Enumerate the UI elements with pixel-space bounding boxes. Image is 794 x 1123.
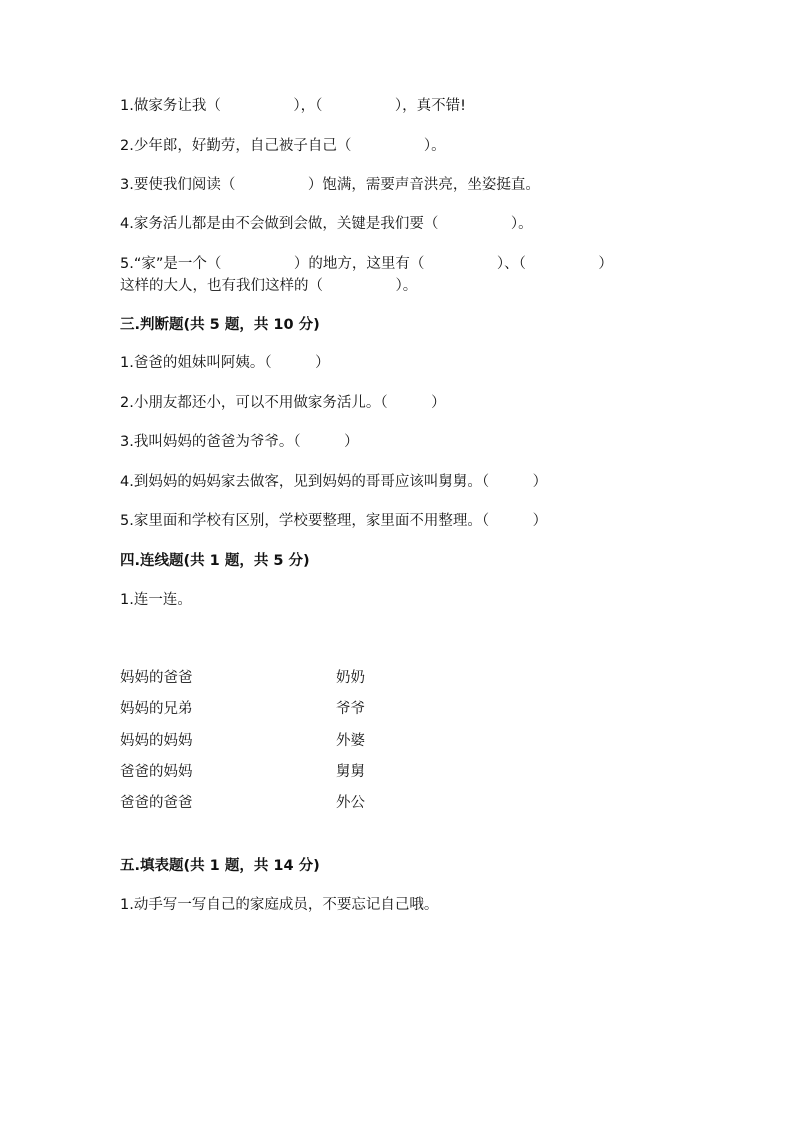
fill-blank-q3: 3.要使我们阅读（ ）饱满，需要声音洪亮，坐姿挺直。 xyxy=(120,177,540,193)
match-left-item: 妈妈的妈妈 xyxy=(120,733,193,749)
judge-q5: 5.家里面和学校有区别，学校要整理，家里面不用整理。（ ） xyxy=(120,513,548,529)
match-right-item: 奶奶 xyxy=(336,670,365,686)
fill-blank-q1: 1.做家务让我（ ），（ ），真不错! xyxy=(120,98,466,114)
match-left-item: 爸爸的爸爸 xyxy=(120,795,193,811)
fill-blank-q5-line2: 这样的大人，也有我们这样的（ ）。 xyxy=(120,278,418,294)
judge-q1: 1.爸爸的姐妹叫阿姨。（ ） xyxy=(120,355,330,371)
table-fill-heading: 五.填表题(共 1 题，共 14 分) xyxy=(120,858,320,874)
match-heading: 四.连线题(共 1 题，共 5 分) xyxy=(120,553,310,569)
match-left-item: 爸爸的妈妈 xyxy=(120,764,193,780)
match-left-item: 妈妈的爸爸 xyxy=(120,670,193,686)
match-left-item: 妈妈的兄弟 xyxy=(120,701,193,717)
match-right-item: 爷爷 xyxy=(336,701,365,717)
match-prompt: 1.连一连。 xyxy=(120,592,192,608)
match-right-item: 外公 xyxy=(336,795,365,811)
table-fill-prompt: 1.动手写一写自己的家庭成员，不要忘记自己哦。 xyxy=(120,897,439,913)
match-right-item: 舅舅 xyxy=(336,764,365,780)
judge-heading: 三.判断题(共 5 题，共 10 分) xyxy=(120,317,320,333)
fill-blank-q5-line1: 5.“家”是一个（ ）的地方，这里有（ ）、（ ） xyxy=(120,256,613,272)
judge-q3: 3.我叫妈妈的爸爸为爷爷。（ ） xyxy=(120,434,359,450)
fill-blank-q2: 2.少年郎，好勤劳，自己被子自己（ ）。 xyxy=(120,138,446,154)
judge-q4: 4.到妈妈的妈妈家去做客，见到妈妈的哥哥应该叫舅舅。（ ） xyxy=(120,474,548,490)
judge-q2: 2.小朋友都还小，可以不用做家务活儿。（ ） xyxy=(120,395,446,411)
fill-blank-q4: 4.家务活儿都是由不会做到会做，关键是我们要（ ）。 xyxy=(120,216,533,232)
match-right-item: 外婆 xyxy=(336,733,365,749)
